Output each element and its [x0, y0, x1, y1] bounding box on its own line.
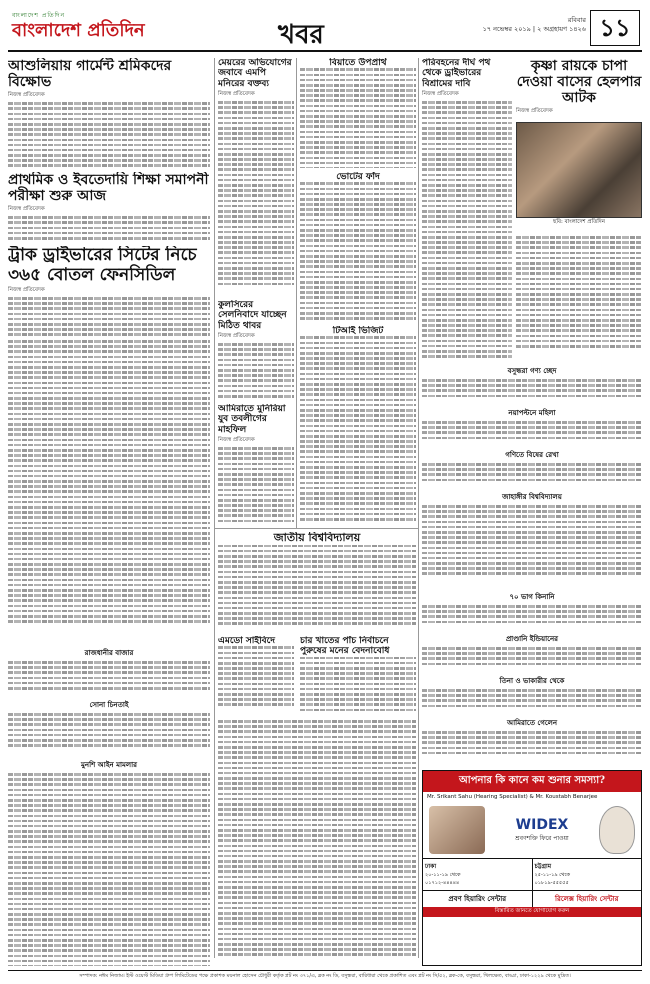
article-krishna-body[interactable]	[516, 236, 642, 358]
headline[interactable]: প্রাথমিক ও ইবতেদায়ি শিক্ষা সমাপনী পরীক্ষা শুরু আজ	[8, 172, 209, 205]
article-body	[422, 463, 642, 484]
office-dates: ২০-১১-১৯ থেকে	[425, 872, 461, 878]
byline: নিজস্ব প্রতিবেদক	[8, 287, 45, 294]
day-label: রবিবার	[567, 16, 586, 24]
article-krishna[interactable]	[516, 58, 642, 118]
article-body	[300, 336, 416, 523]
article-body	[516, 236, 642, 350]
article-body	[8, 340, 210, 625]
news-photo[interactable]	[516, 122, 642, 218]
article-exam[interactable]	[8, 172, 210, 242]
article-ajmir[interactable]	[218, 404, 294, 524]
article-parivahan[interactable]	[422, 58, 512, 358]
byline: নিজস্ব প্রতিবেদক	[516, 108, 553, 115]
article-body	[8, 713, 210, 749]
hearing-aid-ad[interactable]	[422, 770, 642, 966]
article-body	[300, 182, 416, 322]
headline[interactable]: বিয়াতে উপপ্রার্থ	[329, 58, 387, 68]
article-body	[422, 647, 642, 668]
date-label: ১৭ নভেম্বর ২০১৯ | ২ অগ্রহায়ণ ১৪২৬	[482, 25, 586, 33]
article-shona[interactable]	[8, 696, 210, 752]
brief-bosundhora[interactable]	[422, 362, 642, 402]
headline[interactable]: পরিবহনের দীর্ঘ পথ থেকে ড্রাইভারের বিশ্রামের দাবি	[422, 58, 491, 89]
date-box	[483, 16, 586, 34]
ad-specialists: Mr. Srikant Sahu (Hearing Specialist) & Mr. Koustabh Benarjee	[427, 794, 598, 800]
column-rule	[214, 58, 215, 958]
section-title: খবর	[278, 20, 324, 50]
headline[interactable]: কৃষ্ণা রায়কে চাপা দেওয়া বাসের হেলপার আটক	[516, 58, 642, 107]
article-phensedyl[interactable]	[8, 246, 210, 336]
ad-office[interactable]	[423, 858, 532, 890]
ad-brand-logo: WIDEX	[515, 816, 569, 833]
article-body	[422, 379, 642, 400]
article-mayor[interactable]	[218, 58, 294, 288]
headline[interactable]: টিআই ভিজিট	[332, 326, 384, 336]
article-body	[8, 661, 210, 692]
headline[interactable]: এমডো সাইবিদে	[218, 636, 275, 646]
ad-office-row	[423, 858, 641, 890]
article-plastic[interactable]	[218, 636, 294, 716]
article-ti-visit[interactable]	[300, 326, 416, 524]
headline[interactable]: আশুলিয়ায় গার্মেন্ট শ্রমিকদের বিক্ষোভ	[8, 58, 172, 91]
subhead[interactable]: প্রাণ্ডানি ইন্ডিয়ানের	[505, 635, 559, 643]
ad-center-left[interactable]: প্রবণ হিয়ারিং সেন্টার	[423, 890, 532, 907]
brief-jahangir[interactable]	[422, 488, 642, 584]
ad-tagline: শ্রবণশক্তি ফিরে পাওয়া	[515, 834, 569, 842]
office-city: ঢাকা	[425, 863, 437, 870]
logo-name: বাংলাদেশ প্রতিদিন	[12, 20, 145, 41]
page-number: ১১	[590, 10, 640, 46]
subhead[interactable]: নয়াপল্টনে মহিলা	[508, 409, 556, 417]
byline: নিজস্ব প্রতিবেদক	[422, 91, 459, 98]
article-body	[8, 216, 210, 242]
subhead[interactable]: রাজধানীর বাজার	[84, 649, 134, 657]
ad-center-right[interactable]: রিলেক্স হিয়ারিং সেন্টার	[532, 890, 642, 907]
office-dates: ২৫-১১-১৯ থেকে	[534, 872, 570, 878]
article-national-body[interactable]	[218, 720, 416, 966]
article-rajdhani-bazar[interactable]	[8, 644, 210, 692]
article-body	[422, 731, 642, 757]
headline[interactable]: ট্রাক ড্রাইভারের সিটের নিচে ৩৬৫ বোতল ফেনসিডিল	[8, 246, 197, 285]
article-body	[422, 605, 642, 626]
newspaper-logo[interactable]	[12, 10, 145, 41]
article-body	[422, 689, 642, 710]
byline: নিজস্ব প্রতিবেদক	[218, 437, 255, 444]
subhead[interactable]: জাহাঙ্গীর বিশ্ববিদ্যালয়	[502, 493, 562, 501]
ad-headline[interactable]: আপনার কি কানে কম শুনার সমস্যা?	[423, 771, 641, 792]
brief-protest[interactable]	[422, 630, 642, 670]
subhead[interactable]: আমিরাতে গেলেন	[506, 719, 558, 727]
headline[interactable]: আমিরাতে মুনিরিয়া যুব তবলীগের মাহফিল	[218, 404, 286, 435]
article-body	[218, 545, 416, 628]
office-phone[interactable]: ০১৮১৯-৫৫৫৫৫	[534, 880, 569, 886]
byline: নিজস্ব প্রতিবেদক	[8, 206, 45, 213]
article-body	[218, 447, 294, 524]
headline[interactable]: জাতীয় বিশ্ববিদ্যালয়	[273, 532, 361, 544]
byline: নিজস্ব প্রতিবেদক	[218, 333, 255, 340]
article-body	[422, 505, 642, 578]
article-body	[8, 773, 210, 966]
article-national-univ[interactable]	[218, 532, 416, 632]
brief-ganithiri[interactable]	[422, 446, 642, 486]
office-phone[interactable]: ০১৭১২-৪৪৪৪৪	[425, 880, 460, 886]
article-bifocal[interactable]	[300, 58, 416, 168]
masthead	[8, 8, 642, 52]
section-rule	[214, 528, 418, 529]
headline[interactable]: চার খাতের পাঁচ নির্বাচনে পুরুষের মনের বেদনাবোধ	[300, 636, 390, 657]
article-body	[300, 68, 416, 168]
column-rule	[296, 58, 297, 528]
hearing-aid-icon	[599, 806, 635, 854]
subhead[interactable]: সোনা চিনতাই	[89, 701, 129, 709]
ad-center-row	[423, 890, 641, 907]
article-body	[8, 297, 210, 336]
office-city: চট্টগ্রাম	[534, 863, 552, 870]
ad-office[interactable]	[532, 858, 642, 890]
column-rule	[418, 58, 419, 958]
headline[interactable]: কুলসিরের সেলনিবাদে যাচ্ছেন মিঠিত থাবর	[218, 300, 287, 331]
byline: নিজস্ব প্রতিবেদক	[218, 91, 255, 98]
byline: নিজস্ব প্রতিবেদক	[8, 92, 45, 99]
article-rajdhani[interactable]	[8, 340, 210, 640]
article-dhaka-univ[interactable]	[218, 300, 294, 400]
photo-caption: ছবি: বাংলাদেশ প্রতিদিন	[553, 219, 605, 225]
article-hunger[interactable]	[300, 636, 416, 720]
subhead[interactable]: মুনশি আইন মামলার	[81, 761, 137, 769]
article-body	[8, 102, 210, 168]
article-body	[422, 101, 512, 358]
article-body	[422, 421, 642, 442]
subhead[interactable]: তিনা ও ভাকারীর থেকে	[499, 677, 565, 685]
subhead[interactable]: বসুন্ধরা গণ্য চ্ছেদ	[507, 367, 557, 375]
brief-amirat[interactable]	[422, 714, 642, 764]
article-body	[218, 646, 294, 708]
brief-seventy[interactable]	[422, 588, 642, 628]
article-munsi[interactable]	[8, 756, 210, 966]
ad-person-image	[429, 806, 485, 854]
ad-footer: বিস্তারিত জানতে যোগাযোগ করুন	[423, 907, 641, 917]
article-body	[218, 101, 294, 288]
subhead[interactable]: গণিতে বিষের রেখা	[505, 451, 559, 459]
headline[interactable]: ভোটের ফাঁদ	[336, 172, 380, 182]
subhead[interactable]: ৭০ ভাগ কিনানি	[509, 593, 555, 601]
article-road[interactable]	[300, 172, 416, 322]
logo-tagline: বাংলাদেশ প্রতিদিন	[12, 12, 66, 19]
brief-three[interactable]	[422, 672, 642, 712]
article-garments[interactable]	[8, 58, 210, 168]
brief-nayapaltan[interactable]	[422, 404, 642, 444]
headline[interactable]: মেয়রের অভিযোগের জবাবে এমপি মনিরের বক্তব্য	[218, 58, 292, 89]
imprint-footer: সম্পাদক: নঈম নিজাম। ইস্ট ওয়েস্ট মিডিয়া গ্রুপ লিমিটেডের পক্ষে প্রকাশক ময়নাল হোসেন চৌধুরী কর্তৃক প্লট নং ৩৭১/এ, ব্লক নং ডি, বসুন্ধরা, বারিধারা থেকে প্রকাশিত এবং প্লট নং সি/৫২, ব্লক-কে, বসুন্ধরা, খিলক্ষেত, বাড্ডা, ঢাকা-১২২৯ থেকে মুদ্রিত।	[8, 970, 642, 981]
article-body	[218, 343, 294, 400]
photo-block[interactable]	[516, 122, 642, 232]
article-body	[218, 720, 416, 959]
article-body	[300, 657, 416, 714]
